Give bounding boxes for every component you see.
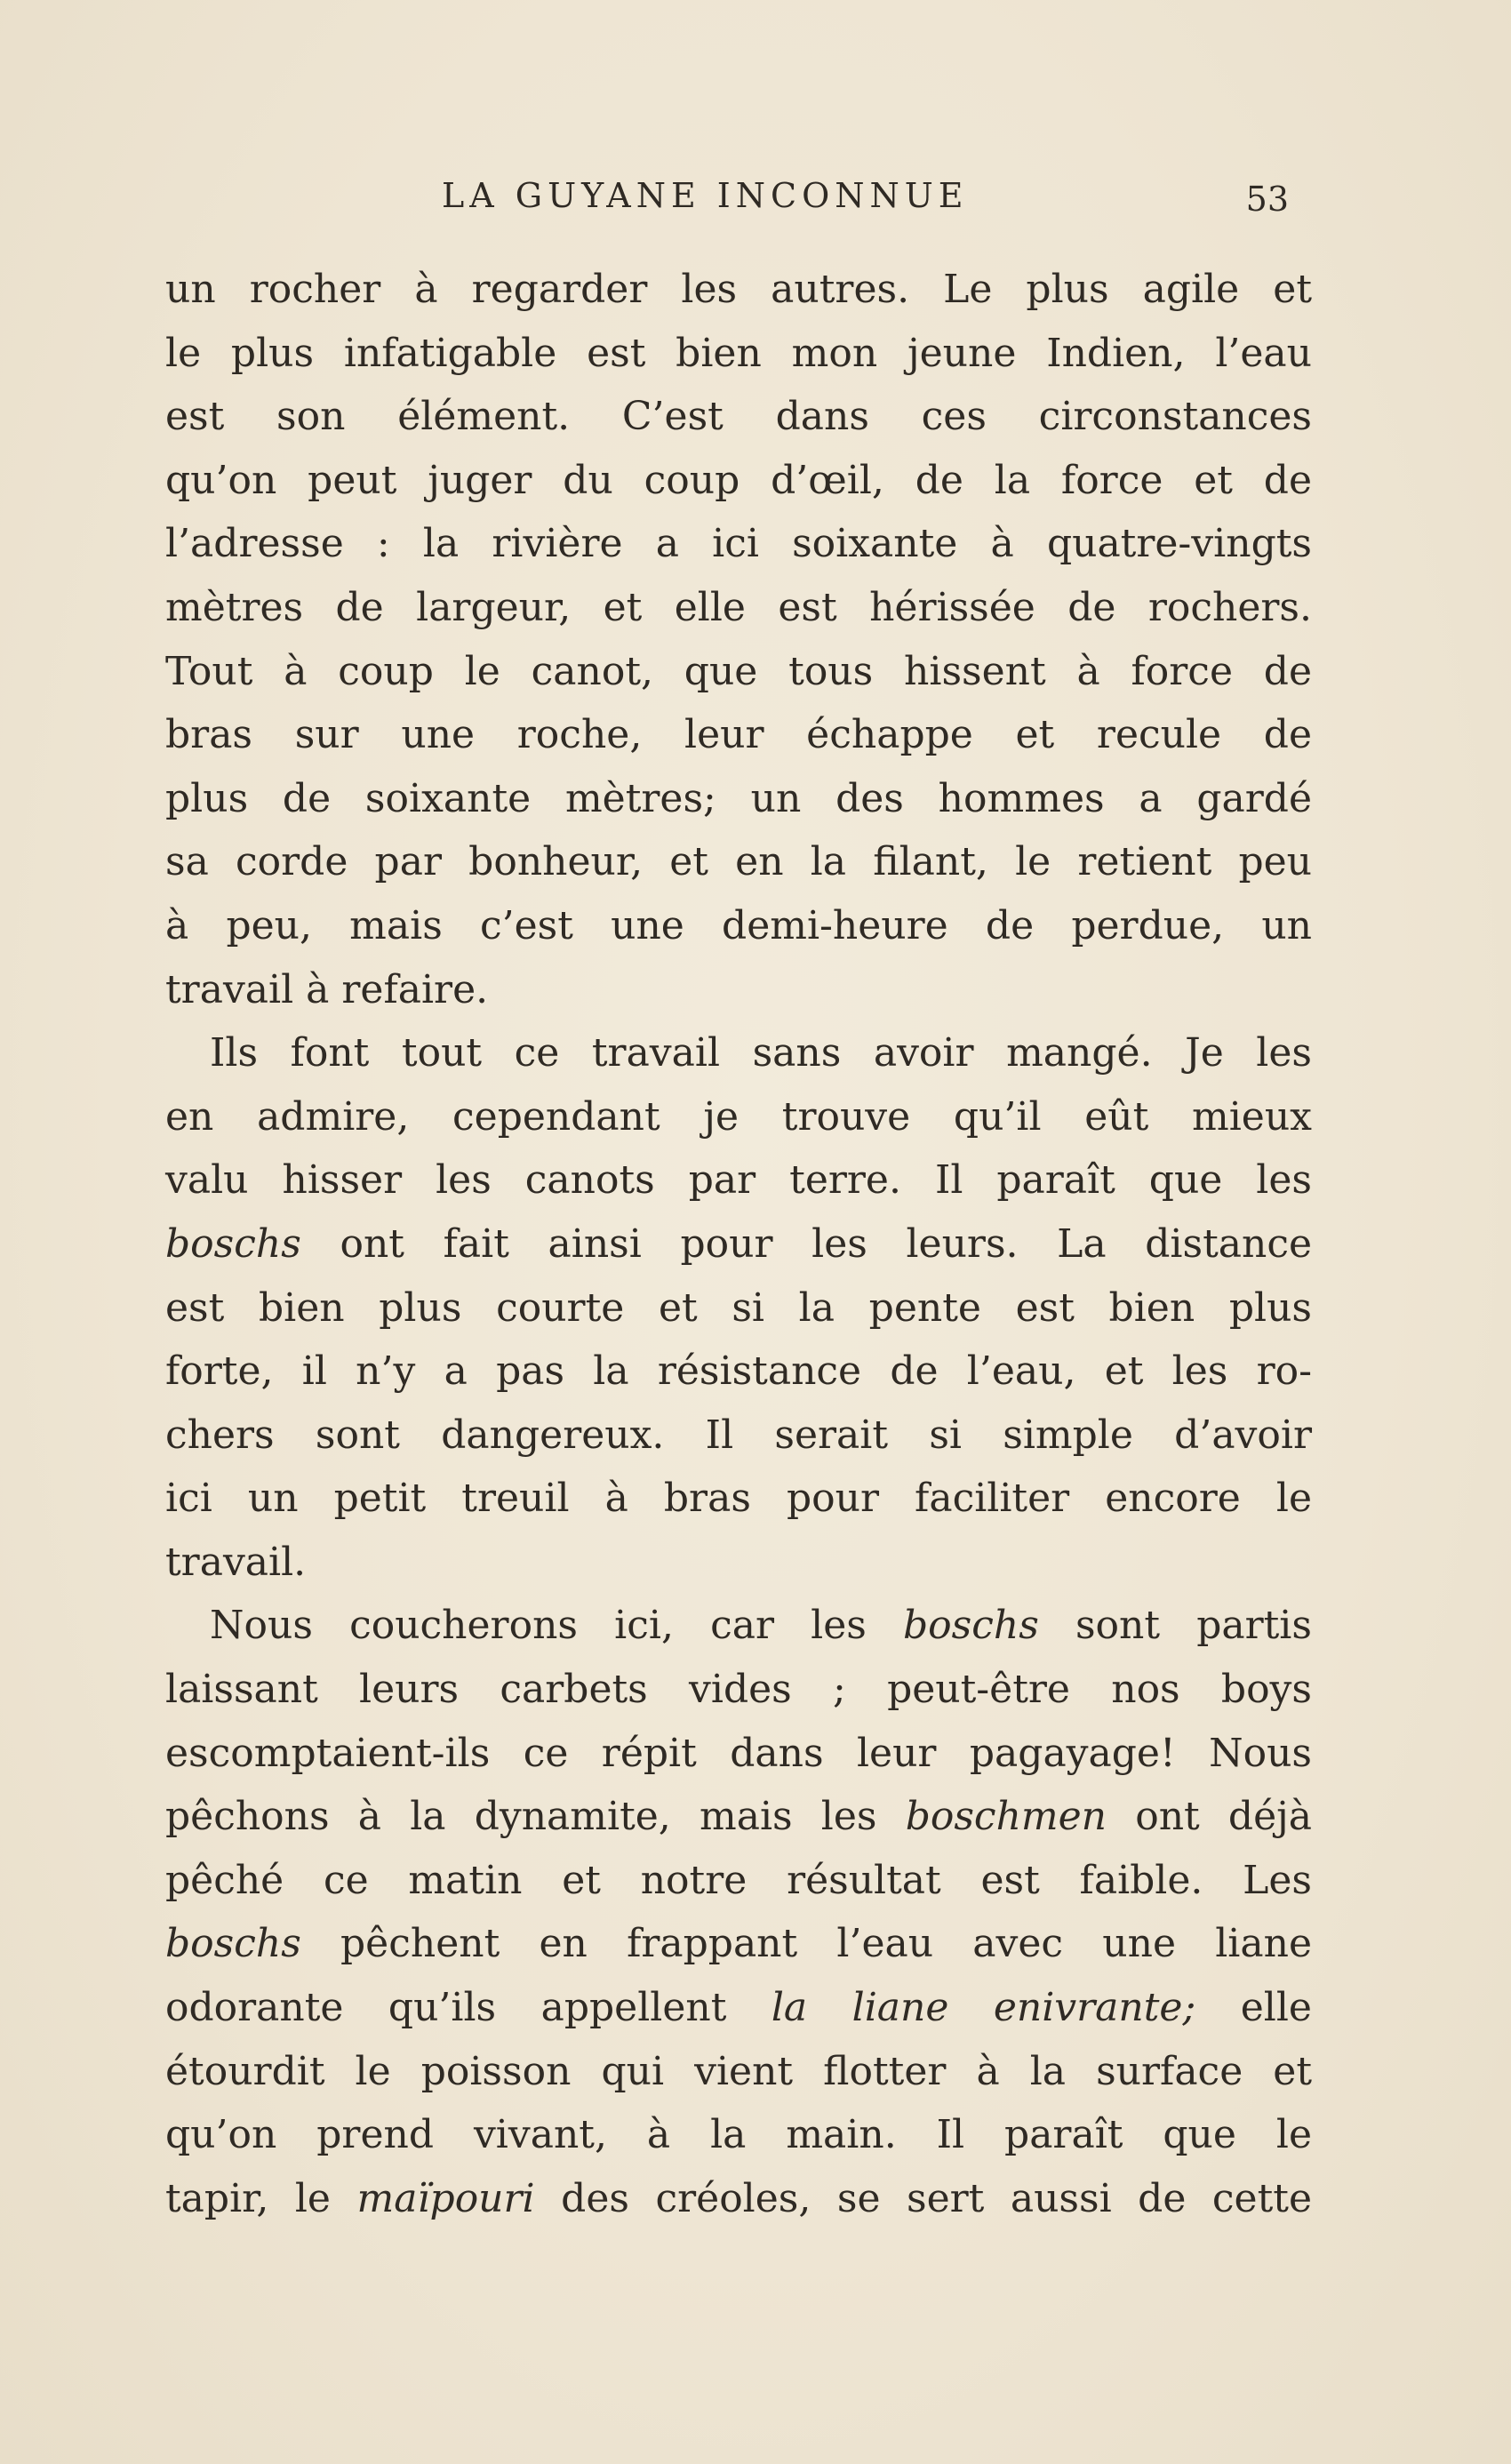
text-line: pêché ce matin et notre résultat est faible. Les [165, 1857, 1312, 1903]
text-line: en admire, cependant je trouve qu’il eût mieux [165, 1093, 1312, 1140]
text-line: Tout à coup le canot, que tous hissent à force de [165, 648, 1312, 694]
text-line [165, 2167, 1312, 2231]
text-line: plus de soixante mètres; un des hommes a gardé [165, 775, 1312, 821]
text-line: travail. [165, 1539, 307, 1585]
text-line: bras sur une roche, leur échappe et recule de [165, 712, 1312, 758]
text-line: est son élément. C’est dans ces circonstances [165, 394, 1312, 440]
text-line: forte, il n’y a pas la résistance de l’eau, et les ro- [165, 1348, 1312, 1395]
text-line: valu hisser les canots par terre. Il paraît que les [165, 1157, 1312, 1204]
text-fragment: des créoles, se sert aussi de cette [561, 2175, 1312, 2221]
italic-word: boschmen [905, 1794, 1107, 1840]
text-line: escomptaient-ils ce répit dans leur pagayage! Nous [165, 1730, 1312, 1776]
text-line: qu’on prend vivant, à la main. Il paraît que le [165, 2112, 1312, 2158]
text-line: Ils font tout ce travail sans avoir mangé. Je les [210, 1030, 1312, 1076]
text-line [165, 1976, 1312, 2040]
text-fragment: elle [1240, 1985, 1312, 2031]
text-fragment: sont partis [1075, 1603, 1312, 1649]
text-line: qu’on peut juger du coup d’œil, de la force et de [165, 457, 1312, 503]
text-line: travail à refaire. [165, 966, 489, 1012]
text-line: le plus infatigable est bien mon jeune Indien, l’eau [165, 330, 1312, 376]
text-line: laissant leurs carbets vides ; peut-être nos boys [165, 1667, 1312, 1713]
running-head [165, 176, 1312, 226]
italic-word: maïpouri [356, 2175, 535, 2221]
italic-word: boschs [165, 1921, 301, 1967]
text-line: l’adresse : la rivière a ici soixante à quatre-vingts [165, 521, 1312, 567]
running-title: LA GUYANE INCONNUE [442, 176, 969, 215]
text-fragment: Nous coucherons ici, car les [210, 1603, 867, 1649]
text-line [165, 1594, 1312, 1658]
text-line: sa corde par bonheur, et en la filant, le retient peu [165, 839, 1312, 885]
text-line [165, 1212, 1312, 1276]
text-line: chers sont dangereux. Il serait si simple d’avoir [165, 1412, 1312, 1458]
text-line [165, 1785, 1312, 1849]
body-text [165, 258, 1312, 2230]
text-line: est bien plus courte et si la pente est bien plus [165, 1284, 1312, 1331]
text-fragment: ont fait ainsi pour les leurs. La distance [340, 1220, 1312, 1267]
page-number: 53 [1245, 180, 1289, 219]
text-fragment: pêchent en frappant l’eau avec une liane [340, 1921, 1312, 1967]
text-line [165, 1912, 1312, 1976]
text-fragment: ont déjà [1135, 1794, 1312, 1840]
italic-word: boschs [903, 1603, 1039, 1649]
italic-word: boschs [165, 1220, 301, 1267]
text-line: mètres de largeur, et elle est hérissée de rochers. [165, 584, 1312, 630]
text-fragment: pêchons à la dynamite, mais les [165, 1794, 877, 1840]
text-line: ici un petit treuil à bras pour faciliter encore le [165, 1476, 1312, 1522]
text-line: un rocher à regarder les autres. Le plus agile et [165, 267, 1312, 312]
text-fragment: tapir, le [165, 2175, 331, 2221]
text-line: étourdit le poisson qui vient flotter à la surface et [165, 2048, 1312, 2094]
text-fragment: odorante qu’ils appellent [165, 1985, 727, 2031]
italic-phrase: la liane enivrante; [771, 1985, 1196, 2031]
text-line: à peu, mais c’est une demi-heure de perdue, un [165, 902, 1312, 948]
